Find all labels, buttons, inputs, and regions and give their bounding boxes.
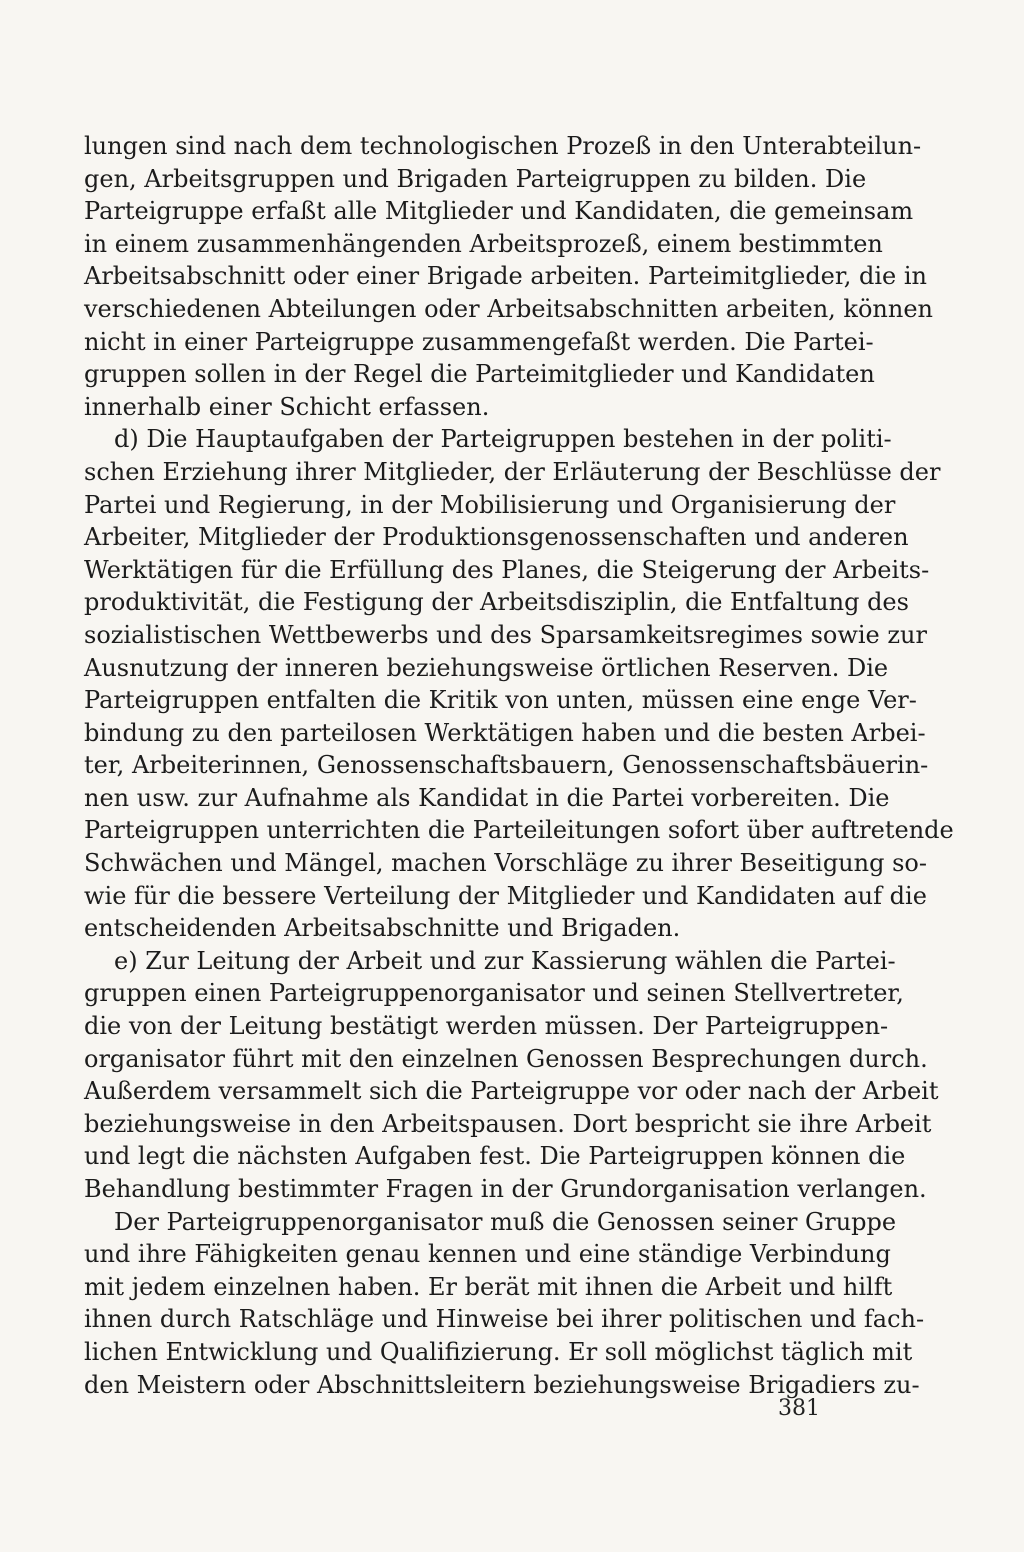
paragraph [84,423,954,945]
text-line: gruppen einen Parteigruppenorganisator und seinen Stellvertreter, [84,979,904,1008]
text-line: lungen sind nach dem technologischen Prozeß in den Unterabteilun- [84,132,922,160]
text-line: innerhalb einer Schicht erfassen. [84,392,490,421]
text-line: den Meistern oder Abschnittsleitern beziehungsweise Brigadiers zu- [84,1370,920,1399]
text-line: Parteigruppen entfalten die Kritik von unten, müssen eine enge Ver- [84,686,917,715]
text-line: schen Erziehung ihrer Mitglieder, der Erläuterung der Beschlüsse der [84,457,941,486]
body-text [84,130,954,1401]
text-line: bindung zu den parteilosen Werktätigen haben und die besten Arbei- [84,718,926,747]
text-line: entscheidenden Arbeitsabschnitte und Brigaden. [84,914,681,943]
text-line: Arbeiter, Mitglieder der Produktionsgenossenschaften und anderen [84,523,909,552]
text-line: mit jedem einzelnen haben. Er berät mit ihnen die Arbeit und hilft [84,1272,893,1301]
text-line: und legt die nächsten Aufgaben fest. Die Parteigruppen können die [84,1142,906,1171]
text-line: Arbeitsabschnitt oder einer Brigade arbeiten. Parteimitglieder, die in [84,262,927,291]
text-line: Der Parteigruppenorganisator muß die Genossen seiner Gruppe [114,1207,897,1236]
text-line: Parteigruppen unterrichten die Parteileitungen sofort über auftretende [84,816,954,845]
text-line: in einem zusammenhängenden Arbeitsprozeß, einem bestimmten [84,229,883,258]
text-line: sozialistischen Wettbewerbs und des Sparsamkeitsregimes sowie zur [84,620,927,649]
text-line: d) Die Hauptaufgaben der Parteigruppen bestehen in der politi- [114,425,892,454]
text-line: organisator führt mit den einzelnen Genossen Besprechungen durch. [84,1044,928,1073]
text-line: wie für die bessere Verteilung der Mitglieder und Kandidaten auf die [84,881,927,910]
text-line: verschiedenen Abteilungen oder Arbeitsabschnitten arbeiten, können [84,294,933,323]
text-line: nicht in einer Parteigruppe zusammengefaßt werden. Die Partei- [84,327,874,356]
text-line: Parteigruppe erfaßt alle Mitglieder und Kandidaten, die gemeinsam [84,197,914,226]
text-line: die von der Leitung bestätigt werden müssen. Der Parteigruppen- [84,1012,889,1041]
text-line: Außerdem versammelt sich die Parteigruppe vor oder nach der Arbeit [84,1077,939,1106]
text-line: gruppen sollen in der Regel die Parteimitglieder und Kandidaten [84,360,875,389]
text-line: lichen Entwicklung und Qualifizierung. Er soll möglichst täglich mit [84,1337,913,1366]
paragraph [84,1206,925,1402]
paragraph [84,130,933,423]
text-line: ter, Arbeiterinnen, Genossenschaftsbauern, Genossenschaftsbäuerin- [84,751,929,780]
text-line: produktivität, die Festigung der Arbeitsdisziplin, die Entfaltung des [84,588,909,617]
paragraph [84,945,939,1206]
text-line: Behandlung bestimmter Fragen in der Grundorganisation verlangen. [84,1175,927,1203]
page-number: 381 [778,1396,820,1421]
text-line: e) Zur Leitung der Arbeit und zur Kassierung wählen die Partei- [114,946,896,975]
text-line: Werktätigen für die Erfüllung des Planes, die Steigerung der Arbeits- [84,555,930,584]
text-line: gen, Arbeitsgruppen und Brigaden Parteigruppen zu bilden. Die [84,164,867,193]
text-line: beziehungsweise in den Arbeitspausen. Dort bespricht sie ihre Arbeit [84,1109,932,1138]
text-line: Ausnutzung der inneren beziehungsweise örtlichen Reserven. Die [84,653,889,682]
text-line: Schwächen und Mängel, machen Vorschläge zu ihrer Beseitigung so- [84,849,927,878]
text-line: und ihre Fähigkeiten genau kennen und eine ständige Verbindung [84,1240,891,1269]
text-line: Partei und Regierung, in der Mobilisierung und Organisierung der [84,490,896,519]
text-line: nen usw. zur Aufnahme als Kandidat in die Partei vorbereiten. Die [84,783,890,812]
text-line: ihnen durch Ratschläge und Hinweise bei ihrer politischen und fach- [84,1305,925,1334]
